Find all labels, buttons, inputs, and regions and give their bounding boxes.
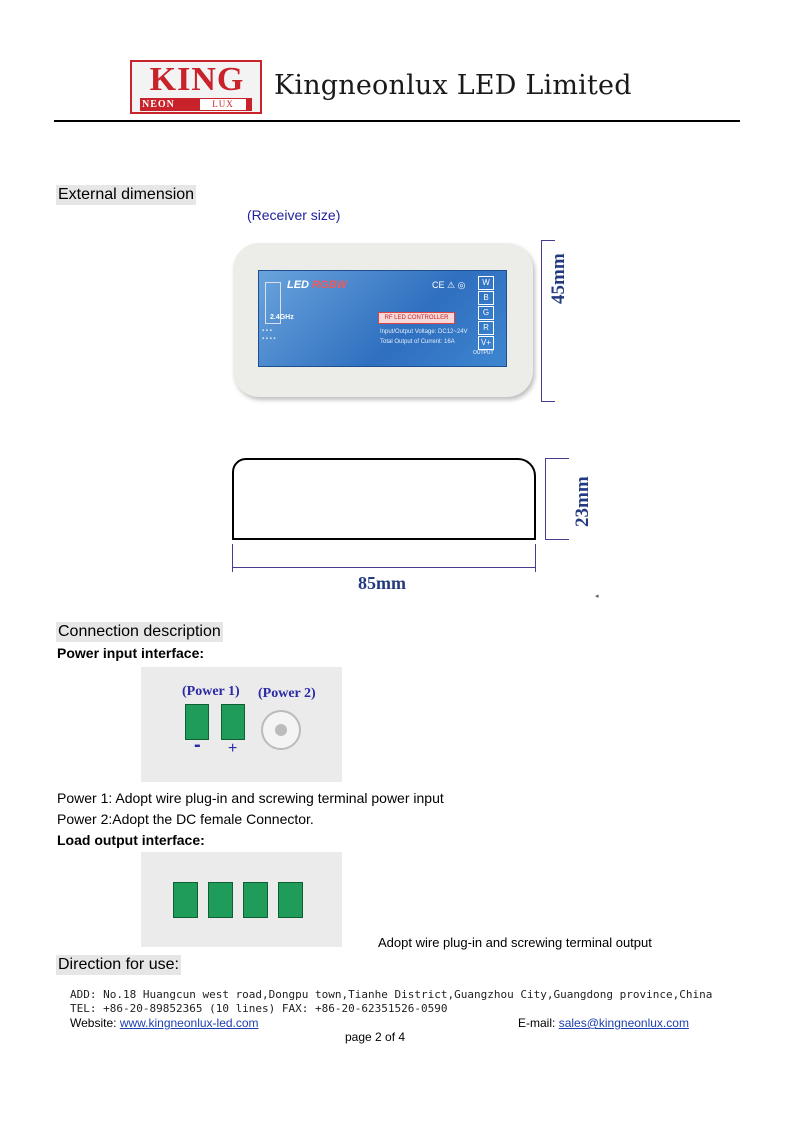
dim-line-length: [232, 567, 536, 568]
output-terminal-4: [278, 882, 303, 918]
output-terminal-1: [173, 882, 198, 918]
power2-description: Power 2:Adopt the DC female Connector.: [57, 811, 314, 827]
ce-mark-icon: CE ⚠ ◎: [432, 280, 466, 290]
header-divider: [54, 120, 740, 122]
label-voltage: Input/Output Voltage: DC12~24V: [380, 329, 468, 335]
label-current: Total Output of Current: 16A: [380, 339, 455, 345]
receiver-size-caption: (Receiver size): [247, 207, 341, 223]
terminal-r: R: [478, 321, 494, 335]
output-terminal-2: [208, 882, 233, 918]
label-rf-controller: RF LED CONTROLLER: [378, 312, 455, 324]
dim-tick-top: [541, 240, 555, 241]
terminal-vplus: V+: [478, 336, 494, 350]
dim-depth-label: 23mm: [572, 476, 593, 527]
company-name: Kingneonlux LED Limited: [274, 70, 632, 101]
power2-photo-label: (Power 2): [258, 686, 316, 701]
page-number: page 2 of 4: [345, 1030, 406, 1044]
plus-sign: +: [228, 740, 238, 757]
company-logo: [130, 60, 262, 114]
terminal-w: W: [478, 276, 494, 290]
load-output-photo: [141, 852, 342, 947]
label-led-text: LED RGBW: [287, 279, 347, 291]
dim-tick-depth-bottom: [545, 539, 569, 540]
logo-neon-text: NEON: [142, 99, 175, 110]
label-output-text: OUTPUT: [473, 350, 494, 356]
terminal-b: B: [478, 291, 494, 305]
power-terminal-plus: [221, 704, 245, 740]
receiver-side-outline: [232, 458, 536, 540]
dim-length-label: 85mm: [358, 573, 406, 593]
dim-line-height: [541, 240, 542, 402]
section-external-dimension: External dimension: [58, 186, 195, 203]
email-label: E-mail:: [518, 1016, 556, 1030]
dim-tick-bottom: [541, 401, 555, 402]
logo-king-text: KING: [149, 61, 245, 98]
terminal-g: G: [478, 306, 494, 320]
small-mark-icon: ◂: [595, 593, 599, 600]
logo-lux-text: LUX: [200, 99, 246, 110]
footer-website: [70, 1016, 259, 1030]
website-link[interactable]: www.kingneonlux-led.com: [119, 1016, 259, 1030]
power1-description: Power 1: Adopt wire plug-in and screwing terminal power input: [57, 790, 444, 806]
output-terminal-3: [243, 882, 268, 918]
footer-tel: TEL: +86-20-89852365 (10 lines) FAX: +86-20-62351526-0590: [70, 1002, 448, 1015]
section-connection-description: Connection description: [58, 623, 221, 640]
website-label: Website:: [70, 1016, 117, 1030]
dim-tick-depth-top: [545, 458, 569, 459]
power1-photo-label: (Power 1): [182, 684, 240, 699]
footer-address: ADD: No.18 Huangcun west road,Dongpu town,Tianhe District,Guangzhou City,Guangdong province,China: [70, 988, 713, 1001]
footer-email: [518, 1016, 689, 1030]
dc-connector-pin: [275, 724, 287, 736]
dim-tick-length-left: [232, 544, 233, 572]
label-freq-text: 2.4GHz: [270, 314, 294, 321]
power-input-heading: Power input interface:: [57, 645, 205, 661]
dim-line-depth: [545, 458, 546, 540]
label-fine-print: ▪ ▪ ▪ ▪ ▪ ▪ ▪: [262, 328, 276, 342]
load-output-heading: Load output interface:: [57, 832, 205, 848]
email-link[interactable]: sales@kingneonlux.com: [558, 1016, 689, 1030]
output-description: Adopt wire plug-in and screwing terminal output: [378, 935, 652, 950]
minus-sign: -: [194, 734, 201, 756]
section-direction-for-use: Direction for use:: [58, 956, 179, 973]
dim-tick-length-right: [535, 544, 536, 572]
dim-height-label: 45mm: [548, 253, 569, 304]
